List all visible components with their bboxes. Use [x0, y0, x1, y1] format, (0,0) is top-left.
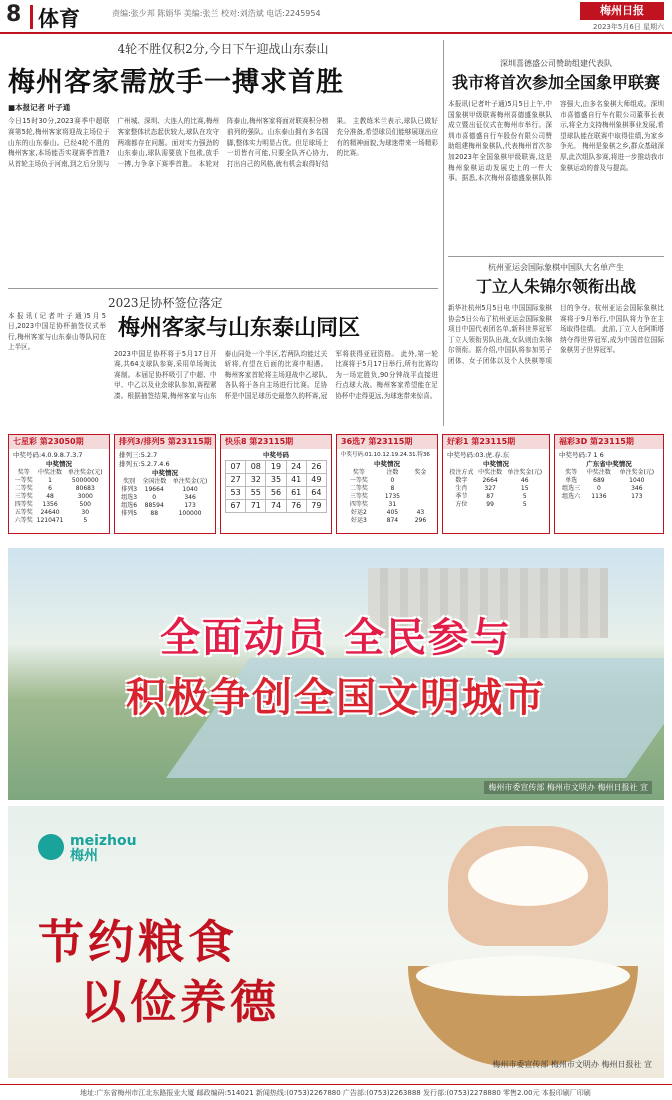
lottery-title: 七星彩 第23050期 — [9, 435, 109, 449]
lottery-cell: 四等奖 — [14, 501, 33, 508]
lottery-cell: 19664 — [144, 486, 164, 493]
lottery-number: 中奖号码:01.10.12.19.24.31.特36 — [341, 452, 430, 458]
lottery-cell: 三等奖 — [349, 493, 368, 500]
lottery-subtitle: 中奖号码 — [263, 451, 289, 459]
cup-draw-kicker: 2023足协杯签位落定 — [108, 296, 223, 310]
lottery-cell: 二等奖 — [349, 485, 368, 492]
chess-body: 新华社杭州5月5日电 中国国际象棋协会5日公布了杭州亚运会国际象棋项目中国代表团名单,新科世界冠军丁立人领衔男队出战,女队则由朱锦尔领衔。据介绍,中国队将参加男子团体、女子团体以及个人快棋等项目的争夺。杭州亚运会国际象棋比赛将于9月举行,中国队将力争在主场取得佳绩。 此前,丁立人在阿斯塔纳夺得世界冠军,成为中国首位国际象棋男子世界冠军。 — [448, 304, 664, 365]
lottery-subtitle: 广东省中奖情况 — [586, 460, 632, 468]
cup-draw-headline: 梅州客家与山东泰山同区 — [118, 315, 361, 341]
lottery-cell: 排列3 — [121, 486, 138, 493]
lottery-title: 36选7 第23115期 — [337, 435, 437, 449]
lottery-table — [341, 469, 433, 525]
lottery-cell: 55 — [246, 487, 266, 500]
xiangqi-body: 本报讯(记者叶子通)5月5日上午,中国象棋甲级联赛梅州喜德盛象棋队成立暨出征仪式在梅州市举行。深圳市喜德盛自行车股份有限公司赞助组建梅州象棋队,代表梅州首次参加2023年全国象棋甲级联赛,这是梅州象棋运动发展史上的一件大事。据悉,本次梅州喜德盛象棋队阵容强大,由多名象棋大师组成。深圳市喜德盛自行车有限公司董事长表示,将全力支持梅州象棋事业发展,希望球队能在联赛中取得佳绩,为家乡争光。 梅州是象棋之乡,群众基础深厚,此次组队参赛,将进一步推动我市象棋运动的普及与提高。 — [448, 100, 664, 183]
lottery-number: 排列五:5.2.7.4.6 — [119, 460, 170, 468]
lottery-table — [13, 469, 105, 525]
editor-credits: 责编:张少邦 陈娟华 美编:张兰 校对:刘浩斌 电话:2245954 — [112, 9, 321, 18]
grain-ad-credits: 梅州市委宣传部 梅州市文明办 梅州日报社 宣 — [492, 1060, 652, 1069]
newspaper-logo: 梅州日报 — [580, 2, 664, 20]
lottery-cell: 500 — [79, 501, 91, 508]
header-divider — [30, 5, 33, 29]
lottery-cell: 奖金 — [414, 469, 427, 476]
lottery-cell: 0 — [390, 477, 395, 484]
lottery-cell: 组选6 — [121, 502, 138, 509]
lottery-cell: 生肖 — [455, 485, 468, 492]
grain-saving-ad — [8, 806, 664, 1078]
grain-slogan-1: 节约粮食 — [38, 915, 238, 969]
lottery-cell: 注数 — [386, 469, 399, 476]
lottery-36xuan7 — [336, 434, 438, 534]
xiangqi-headline: 我市将首次参加全国象甲联赛 — [451, 73, 660, 92]
lottery-cell: 方位 — [455, 501, 468, 508]
lottery-cell: 74 — [266, 500, 286, 513]
lottery-cell: 三等奖 — [14, 493, 33, 500]
lottery-subtitle: 中奖情况 — [374, 460, 400, 468]
lottery-cell: 1136 — [591, 493, 607, 500]
lottery-cell: 1356 — [42, 501, 58, 508]
lottery-cell: 27 — [226, 474, 246, 487]
lottery-cell: 56 — [266, 487, 286, 500]
lottery-cell: 奖等 — [17, 469, 30, 476]
lottery-cell: 0 — [596, 485, 601, 492]
lottery-cell: 5 — [522, 493, 527, 500]
lottery-cell: 07 — [226, 461, 246, 474]
lottery-cell: 组选三 — [562, 485, 581, 492]
cup-draw-article — [8, 294, 438, 428]
lottery-cell: 32 — [246, 474, 266, 487]
cup-draw-body: 2023中国足协杯将于5月17日开赛,共64支球队参赛,采用单场淘汰赛制。本届足协杯吸引了中超、中甲、中乙以及业余球队参加,赛程紧凑。根据抽签结果,梅州客家与山东泰山同处一个半区,若两队均能过关斩将,有望在后面的比赛中相遇。 梅州客家首轮将主场迎战中乙球队,各队将于各自主场进行比赛。足协杯是中国足球历史最悠久的杯赛,冠军将获得亚冠资格。 此外,第一轮比赛将于5月17日举行,所有比赛均为一场定胜负,90分钟战平直接进行点球大战。梅州客家希望能在足协杯中走得更远,为球迷带来惊喜。 — [114, 349, 438, 400]
lottery-cell: 30 — [81, 509, 90, 516]
lottery-cell: 6 — [48, 485, 52, 492]
chess-subhead: 杭州亚运会国际象棋中国队大名单产生 — [488, 263, 624, 272]
civilization-ad-credits: 梅州市委宣传部 梅州市文明办 梅州日报社 宣 — [484, 781, 652, 794]
grain-slogan-2: 以俭养德 — [80, 975, 280, 1029]
lottery-title: 排列3/排列5 第23115期 — [115, 435, 215, 449]
lottery-cell: 31 — [388, 501, 397, 508]
lottery-cell: 88594 — [144, 502, 164, 509]
lottery-cell: 一等奖 — [349, 477, 368, 484]
lottery-cell: 5 — [83, 517, 88, 524]
lottery-cell: 49 — [306, 474, 326, 487]
lead-article — [8, 40, 438, 284]
rice-graphic — [416, 956, 630, 996]
lottery-cell: 76 — [286, 500, 306, 513]
lottery-cell: 88 — [150, 510, 159, 517]
lottery-cell: 67 — [226, 500, 246, 513]
lottery-number: 中奖号码:03.虎.春.东 — [447, 451, 510, 459]
lottery-cell: 单注奖金(元) — [67, 469, 103, 476]
lottery-cell: 5 — [522, 501, 527, 508]
lottery-cell: 19 — [266, 461, 286, 474]
lottery-cell: 405 — [386, 509, 399, 516]
lottery-cell: 24 — [286, 461, 306, 474]
lottery-cell: 组选六 — [562, 493, 581, 500]
lottery-cell: 1040 — [629, 477, 645, 484]
lottery-cell: 346 — [184, 494, 196, 501]
lottery-cell: 26 — [306, 461, 326, 474]
lottery-cell: 单注奖金(元) — [172, 478, 208, 485]
lottery-cell: 8 — [390, 485, 395, 492]
lottery-cell: 46 — [520, 477, 529, 484]
section-title: 体育 — [38, 6, 80, 31]
lottery-cell: 24640 — [40, 509, 60, 516]
page-number: 8 — [6, 2, 22, 27]
lottery-cell: 173 — [631, 493, 643, 500]
lottery-cell: 单选 — [565, 477, 578, 484]
lottery-cell: 全国注数 — [142, 478, 167, 485]
lottery-title: 好彩1 第23115期 — [443, 435, 549, 449]
lottery-cell: 奖等 — [352, 469, 365, 476]
lottery-cell: 四等奖 — [349, 501, 368, 508]
lottery-table — [559, 469, 659, 501]
lottery-cell: 好运2 — [351, 509, 367, 516]
civilization-slogan-2: 积极争创全国文明城市 — [126, 675, 546, 721]
lottery-cell: 99 — [486, 501, 494, 508]
civilization-ad — [8, 548, 664, 800]
brand-english: meizhou — [70, 833, 137, 849]
meizhou-logo-icon — [38, 834, 64, 860]
lottery-cell: 投注方式 — [449, 469, 474, 476]
lottery-cell: 单注奖金(元) — [619, 469, 655, 476]
lottery-cell — [408, 485, 433, 493]
row-divider-right — [448, 256, 664, 257]
lottery-cell: 80683 — [75, 485, 95, 492]
lottery-cell: 一等奖 — [14, 477, 33, 484]
lottery-cell: 71 — [246, 500, 266, 513]
lottery-cell: 874 — [386, 517, 399, 524]
lottery-number: 中奖号码:4.0.9.8.7.3.7 — [13, 451, 83, 459]
lottery-cell: 100000 — [178, 510, 202, 517]
lottery-title: 快乐8 第23115期 — [221, 435, 331, 449]
lottery-cell: 5000000 — [71, 477, 99, 484]
lottery-cell: 季节 — [455, 493, 468, 500]
lottery-cell — [408, 493, 433, 501]
lottery-cell: 1 — [48, 477, 52, 484]
lottery-cell: 中奖注数 — [586, 469, 611, 476]
lottery-fucai3d — [554, 434, 664, 534]
rice-in-hands-graphic — [468, 846, 588, 906]
brand-chinese: 梅州 — [70, 848, 98, 865]
lottery-table — [119, 478, 211, 518]
lottery-cell: 87 — [486, 493, 494, 500]
lottery-cell: 53 — [226, 487, 246, 500]
lottery-cell: 数字 — [455, 477, 468, 484]
lottery-cell: 296 — [414, 517, 427, 524]
xiangqi-subhead: 深圳喜德盛公司赞助组建代表队 — [500, 59, 612, 68]
lottery-cell: 六等奖 — [14, 517, 33, 524]
lottery-cell: 1040 — [182, 486, 198, 493]
lottery-cell: 48 — [46, 493, 54, 500]
lottery-cell: 35 — [266, 474, 286, 487]
issue-date: 2023年5月6日 星期六 — [593, 23, 664, 31]
chess-headline: 丁立人朱锦尔领衔出战 — [475, 277, 636, 296]
lottery-subtitle: 中奖情况 — [46, 460, 72, 468]
lottery-cell: 好运3 — [351, 517, 367, 524]
lottery-subtitle: 中奖情况 — [483, 460, 509, 468]
lottery-cell: 五等奖 — [14, 509, 33, 516]
lottery-cell: 41 — [286, 474, 306, 487]
lottery-cell: 1735 — [384, 493, 400, 500]
lead-body: 今日15时30分,2023赛季中超联赛第5轮,梅州客家将迎战主场位于山东的山东泰山。已经4轮不胜的梅州客家,本场能否实现赛季首胜? 从首轮主场负于河南,到之后分别与广州城、深圳、大连人的比赛,梅州客家整体状态起伏较大,球队在攻守两端都存在问题。面对实力强劲的山东泰山,球队需要放下包袱,放手一搏,力争拿下赛季首胜。 本轮对阵泰山,梅州客家将面对联赛积分榜前列的强队。山东泰山拥有多名国脚,整体实力明显占优。但足球场上一切皆有可能,只要全队齐心协力,打出自己的风格,就有机会取得好结果。 主教练米兰表示,球队已做好充分准备,希望球员们能够展现出应有的精神面貌,为球迷带来一场精彩的比赛。 — [8, 117, 438, 168]
lottery-cell: 3000 — [77, 493, 93, 500]
lottery-cell: 64 — [306, 487, 326, 500]
lottery-cell: 173 — [184, 502, 196, 509]
lottery-pailie — [114, 434, 216, 534]
lottery-cell: 单注奖金(元) — [507, 469, 543, 476]
lottery-cell: 二等奖 — [14, 485, 33, 492]
lottery-cell — [408, 477, 433, 485]
lottery-cell — [408, 501, 433, 509]
xiangqi-article — [448, 58, 664, 252]
cup-draw-byline: 本报讯(记者叶子通)5月5日,2023中国足协杯抽签仪式举行,梅州客家与山东泰山等队同在上半区。 — [8, 311, 106, 352]
row-divider — [8, 288, 438, 289]
lottery-cell: 奖别 — [123, 478, 136, 485]
lottery-cell: 1210471 — [36, 517, 64, 524]
lottery-cell: 43 — [416, 509, 425, 516]
meizhou-logo-text — [70, 834, 137, 865]
lottery-haocai1 — [442, 434, 550, 534]
lead-headline: 梅州客家需放手一搏求首胜 — [8, 67, 344, 98]
lead-byline: ■本报记者 叶子通 — [8, 103, 71, 113]
lottery-number-grid — [225, 460, 327, 513]
page-footer: 地址:广东省梅州市江北东路报业大厦 邮政编码:514021 新闻热线:(0753)2267880 广告部:(0753)2263888 发行部:(0753)2278880 零售2.00元 本报印刷厂印刷 — [0, 1084, 672, 1100]
lottery-cell: 组选3 — [121, 494, 138, 501]
civilization-slogan-1: 全面动员 全民参与 — [160, 615, 512, 661]
lottery-cell: 689 — [593, 477, 605, 484]
lottery-subtitle: 中奖情况 — [152, 469, 178, 477]
column-divider — [443, 40, 444, 426]
lottery-kuaile8 — [220, 434, 332, 534]
lottery-cell: 327 — [484, 485, 496, 492]
lottery-cell: 08 — [246, 461, 266, 474]
lottery-cell: 2664 — [482, 477, 498, 484]
lottery-cell: 15 — [520, 485, 529, 492]
chess-article — [448, 262, 664, 426]
lottery-qixingcai — [8, 434, 110, 534]
lottery-cell: 346 — [631, 485, 643, 492]
lottery-number: 中奖号码:7 1 6 — [559, 451, 604, 459]
lottery-cell: 79 — [306, 500, 326, 513]
page-header — [0, 0, 672, 34]
lead-kicker: 4轮不胜仅积2分,今日下午迎战山东泰山 — [117, 42, 329, 56]
lottery-number: 排列三:5.2.7 — [119, 451, 158, 459]
lottery-table — [447, 469, 545, 509]
lottery-cell: 0 — [152, 494, 157, 501]
lottery-cell: 中奖注数 — [38, 469, 63, 476]
lottery-cell: 排列5 — [121, 510, 138, 517]
lottery-cell: 奖等 — [565, 469, 578, 476]
lottery-title: 福彩3D 第23115期 — [555, 435, 663, 449]
lottery-cell: 中奖注数 — [478, 469, 503, 476]
lottery-cell: 61 — [286, 487, 306, 500]
